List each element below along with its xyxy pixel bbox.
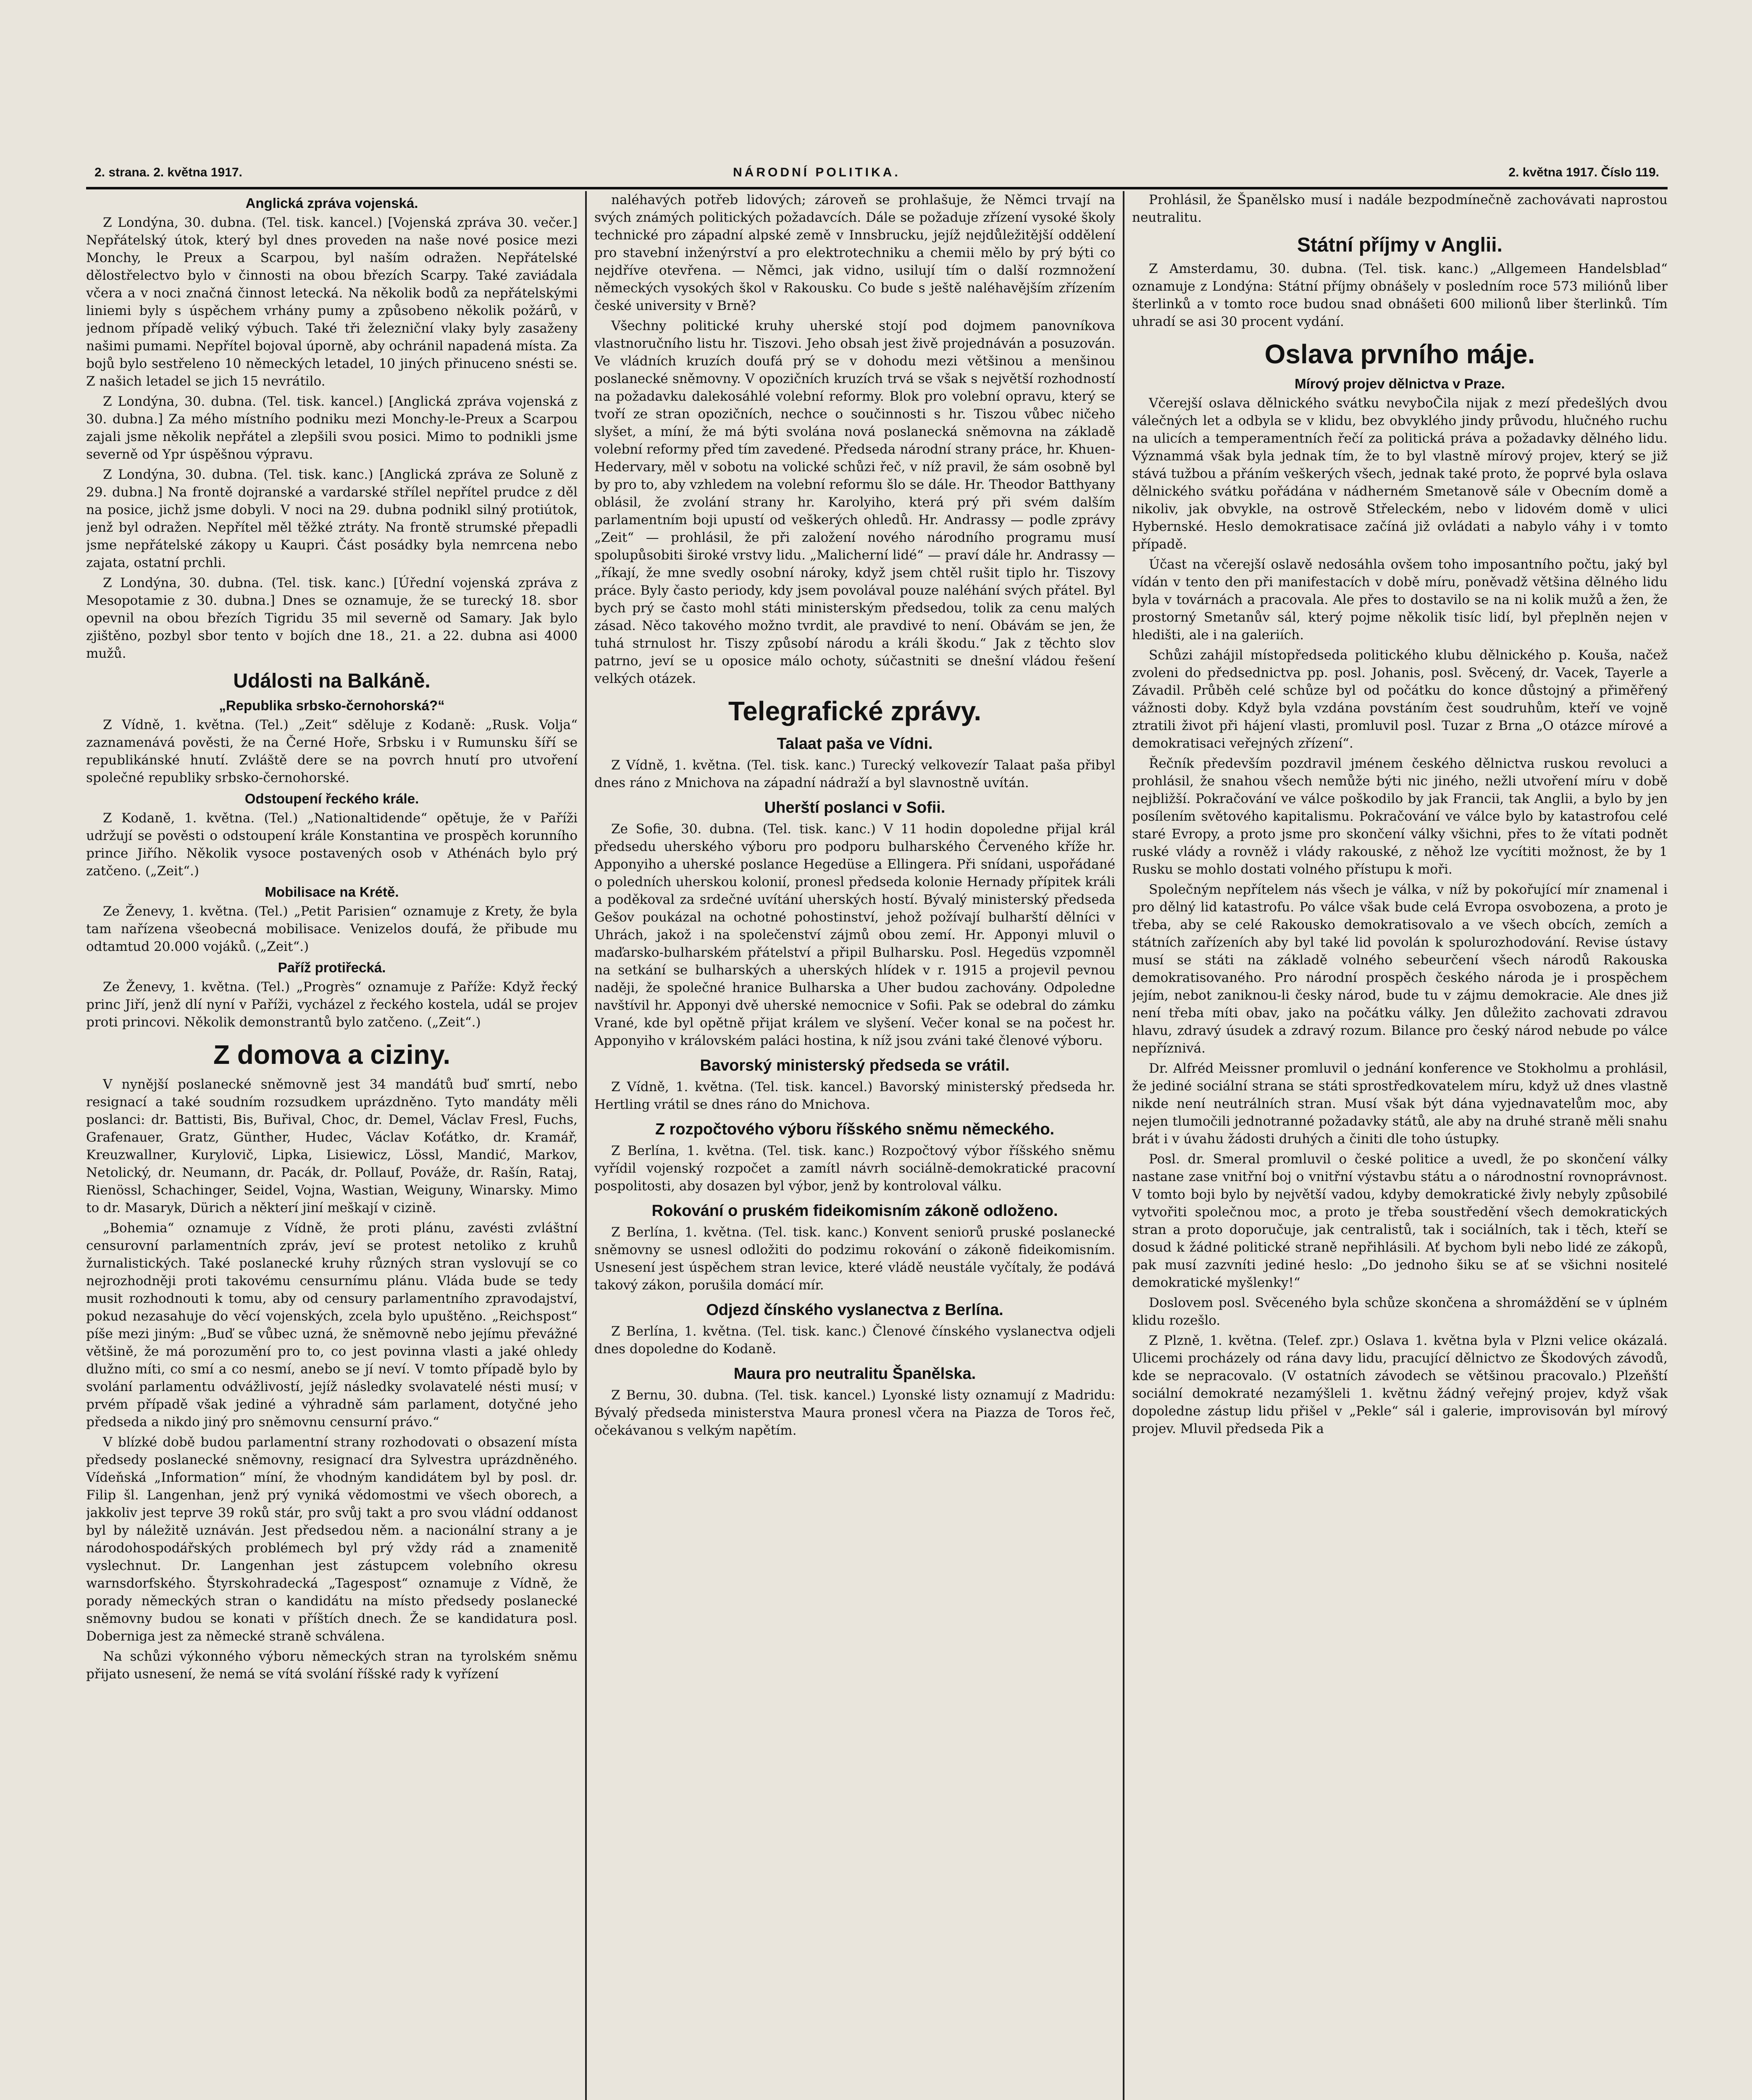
headline: Z rozpočtového výboru říšského sněmu německého. (655, 1121, 1055, 1138)
paragraph: naléhavých potřeb lidových; zároveň se prohlašuje, že Němci trvají na svých známých politických požadavcích. Dále se požaduje zřízení vysoké školy technické pro západní alpské země v Innsbrucku, jejíž nejdůležitější oddělení pro stavební inženýrství a pro elektrotechniku a chemii mělo by prý býti co nejdříve otevřena. — Němci, jak vidno, usilují tím o další rozmnožení německých vysokých škol v Rakousku. Co bude s ještě naléhavějším zřízením české university v Brně? (594, 192, 1115, 313)
paragraph: Ze Ženevy, 1. května. (Tel.) „Petit Parisien“ oznamuje z Krety, že byla tam nařízena všeobecná mobilisace. Venizelos doufá, že přibude mu odtamtud 20.000 vojáků. („Zeit“.) (86, 904, 578, 954)
paragraph: Ze Sofie, 30. dubna. (Tel. tisk. kanc.) V 11 hodin dopoledne přijal král předsedu uherského výboru pro podporu bulharského Červeného kříže hr. Apponyiho a uherské poslance Hegedüse a Ellingera. Při snídani, uspořádané o poledních uherskou kolonií, pronesl předseda kolonie Hernady přípitek králi a poděkoval za srdečné uvítání uherských hostí. Bývalý ministerský předseda Gešov poukázal na ochotné pohostinství, jehož požívají bulharští dělníci v Uhrách, jakož i na společenství zájmů obou zemí. Hr. Apponyi mluvil o maďarsko-bulharském přátelství a připil Bulharsku. Posl. Hegedüs vzpomněl na setkání se bulharských a uherských hlídek v r. 1915 a projevil pevnou naději, že společné hranice Bulharska a Uher budou zachovány. Odpoledne navštívil hr. Apponyi dvě uherské nemocnice v Sofii. Pak se odebral do zámku Vrané, kde byl opětně přijat králem ve slyšení. Večer konal se na počest hr. Apponyiho v královském paláci hostina, k níž jsou zváni také členové výboru. (594, 822, 1115, 1048)
paragraph: Z Vídně, 1. května. (Tel.) „Zeit“ sděluje z Kodaně: „Rusk. Volja“ zaznamenává pověsti, že na Černé Hoře, Srbsku i v Rumunsku šíří se republikánské hnutí. Zvláště dere se na povrch hnutí pro utvoření společné republiky srbsko-černohorské. (86, 717, 578, 785)
paragraph: Z Berlína, 1. května. (Tel. tisk. kanc.) Členové čínského vyslanectva odjeli dnes dopoledne do Kodaně. (594, 1324, 1115, 1357)
paragraph: Posl. dr. Smeral promluvil o české politice a uvedl, že po skončení války nastane zase vnitřní boj o vnitřní výstavbu státu a o národnostní rovnoprávnost. V tomto boji bylo by největší vadou, kdyby demokratické živly nebyly způsobilé vytvořiti společnou moc, a proto je třeba soustředění všech demokratických stran a proto doporučuje, jak centralistů, tak i sociálních, tak i těch, kteří se dosud k žádné politické straně nepřihlásili. Ať bychom byli nebo lidé ze zákopů, pak musí zazvníti jediné heslo: „Do jednoho šiku se ať se všichni nositelé demokratické myšlenky!“ (1132, 1152, 1668, 1290)
paragraph: V nynější poslanecké sněmovně jest 34 mandátů buď smrtí, nebo resignací a také soudním rozsudkem uprázdněno. Tyto mandáty měli poslanci: dr. Battisti, Bis, Buřival, Choc, dr. Demel, Václav Fresl, Fuchs, Grafenauer, Gratz, Günther, Hudec, Václav Koťátko, dr. Kramář, Kreuzwallner, Kurylovič, Lipka, Lisiewicz, Lössl, Mandić, Markov, Netolický, dr. Neumann, dr. Pacák, dr. Pollauf, Pováže, dr. Rašín, Rataj, Rienössl, Schachinger, Seidel, Vojna, Wastian, Weiguny, Winarsky. Mimo to dr. Masaryk, Dürich a některí jiní meškají v cizině. (86, 1077, 578, 1215)
paragraph: Z Londýna, 30. dubna. (Tel. tisk. kanc.) [Anglická zpráva ze Soluně z 29. dubna.] Na frontě dojranské a vardarské střílel nepřítel prudce z děl na posice, jichž jsme dobyli. V noci na 29. dubna podnikl silný protiútok, jenž byl odražen. Nepřítel měl těžké ztráty. Na frontě strumské přepadli jsme nepřátelské zákopy u Kaupri. Část posádky byla nemrcena nebo zajata, ostatní prchli. (86, 467, 578, 570)
column-2 (594, 191, 1115, 2100)
headline: Paříž protiřecká. (278, 960, 386, 975)
headline: Anglická zpráva vojenská. (245, 195, 418, 211)
paragraph: Z Londýna, 30. dubna. (Tel. tisk. kanc.) [Úřední vojenská zpráva z Mesopotamie z 30. dubna.] Dnes se oznamuje, že se turecký 18. sbor opevnil na obou březích Tigridu 35 mil severně od Samary. Jak bylo zjištěno, pozbyl sbor tento v bojích dne 18., 21. a 22. dubna asi 4000 mužů. (86, 575, 578, 661)
paragraph: Dr. Alfréd Meissner promluvil o jednání konference ve Stokholmu a prohlásil, že jediné sociální strana se státi sprostředkovatelem míru, když už dnes vlastně nikde není neutrálních stran. Musí však být dána vyjednavatelům moc, aby nejen tlumočili jednotranné požadavky států, ale aby na druhé straně měli snahu brát i v úvahu žádosti druhých a činiti dle toho ústupky. (1132, 1061, 1668, 1147)
masthead: NÁRODNÍ POLITIKA. (733, 165, 901, 179)
paragraph: Z Amsterdamu, 30. dubna. (Tel. tisk. kanc.) „Allgemeen Handelsblad“ oznamuje z Londýna: Státní příjmy obnášely v posledním roce 573 miliónů liber šterlinků a v tomto roce budou snad obnášeti 600 milionů liber šterlinků. Tím uhradí se asi 30 procent vydání. (1132, 261, 1668, 329)
headline: Mobilisace na Krétě. (265, 884, 399, 900)
section-title: Oslava prvního máje. (1264, 339, 1535, 369)
page-header (86, 162, 1668, 189)
paragraph: Včerejší oslava dělnického svátku nevyboČila nijak z mezí předešlých dvou válečných let a odbyla se v klidu, bez obvyklého jindy průvodu, hlučného ruchu na ulicích a temperamentních řečí za politická práva a požadavky dělného lidu. Význammá však byla jednak tím, že to byl vlastně mírový projev, který se již stává tužbou a přáním veškerých všech, jednak také proto, že poprvé byla oslava dělnického svátku pořádána v nádherném Smetanově sále v Obecním domě a nikoliv, jak obvykle, na ostrově Střeleckém, nebo v lidovém domě v ulici Hybernské. Heslo demokratisace začíná již ovládati a nabylo váhy i v tomto případě. (1132, 396, 1668, 552)
paragraph: V blízké době budou parlamentní strany rozhodovati o obsazení místa předsedy poslanecké sněmovny, resignací dra Sylvestra uprázdněného. Vídeňská „Information“ míní, že vhodným kandidátem byl by posl. dr. Filip šl. Langenhan, jenž prý vyniká vědomostmi ve všech oborech, a jakkoliv jest teprve 39 roků stár, pro svůj takt a pro svou vládní oddanost byl by náležitě uznáván. Jest předsedou něm. a nacionální strany a je národohospodářských problémech byl prý vždy rád a znamenitě vyslechnut. Dr. Langenhan jest zástupcem volebního okresu warnsdorfského. Štyrskohradecká „Tagespost“ oznamuje z Vídně, že porady německých stran o kandidátu na místo předsedy poslanecké sněmovny budou se konati v příštích dnech. Že se kandidatura posl. Doberniga jest za německé straně schválena. (86, 1435, 578, 1644)
paragraph: Společným nepřítelem nás všech je válka, v níž by pokořující mír znamenal i pro dělný lid katastrofu. Po válce však bude celá Evropa osvobozena, a proto je třeba, aby se celé Rakousko demokratisovalo a ve všech obcích, zemích a státních zařízeních aby byl také lid povolán k spolurozhodování. Revise ústavy musí se státi na základě volného sebeurčení všech národů Rakouska demokratisovaného. Pro národní prospěch českého národa je i prospěchem jejím, nebot zaniknou-li česky národ, bude tu v zájmu demokracie. Ale dnes již není třeba míti obav, jako na počátku války. Jen důležito zachovati zdravou hlavu, zdravý úsudek a zdravý rozum. Bilance pro český národ nebude po válce nepříznivá. (1132, 882, 1668, 1056)
header-left: 2. strana. 2. května 1917. (95, 165, 242, 179)
paragraph: Ze Ženevy, 1. května. (Tel.) „Progrès“ oznamuje z Paříže: Když řecký princ Jiří, jenž dlí nyní v Paříži, vycházel z řeckého kostela, udál se projev proti princovi. Několik demonstrantů bylo zatčeno. („Zeit“.) (86, 979, 578, 1030)
headline: Bavorský ministerský předseda se vrátil. (700, 1057, 1010, 1074)
headline: Maura pro neutralitu Španělska. (733, 1365, 976, 1383)
headline: Mírový projev dělnictva v Praze. (1295, 376, 1505, 391)
paragraph: Z Bernu, 30. dubna. (Tel. tisk. kancel.) Lyonské listy oznamují z Madridu: Bývalý předseda ministerstva Maura pronesl včera na Piazza de Toros řeč, očekávanou s velkým napětím. (594, 1388, 1115, 1438)
paragraph: Z Londýna, 30. dubna. (Tel. tisk. kancel.) [Vojenská zpráva 30. večer.] Nepřátelský útok, který byl dnes proveden na naše nové posice mezi Monchy, le Preux a Scarpou, byl naším odražen. Nepřátelské dělostřelectvo bylo v činnosti na obou březích Scarpy. Také zaviádala včera a v noci značná činnost letecká. Na několik bodů za nepřátelskými liniemi byly s úspěchem vrhány pumy a způsobeno několik požárů, v jednom případě veliký výbuch. Také tři železniční vlaky byly zasaženy našimi pumami. Nepřítel bojoval úporně, aby ochránil napadená místa. Za bojů bylo sestřeleno 10 německých letadel, 10 jiných přinuceno snésti se. Z našich letadel se jich 15 nevrátilo. (86, 215, 578, 389)
paragraph: Z Berlína, 1. května. (Tel. tisk. kanc.) Konvent seniorů pruské poslanecké sněmovny se usnesl odložiti do podzimu rokování o zákoně fideikomisním. Usnesení jest úspěchem stran levice, které vládě neustále vyčítaly, že podává takový zákon, porušila domácí mír. (594, 1225, 1115, 1293)
column-rule (1123, 191, 1124, 2100)
paragraph: Doslovem posl. Svěceného byla schůze skončena a shromáždění se v úplném klidu rozešlo. (1132, 1295, 1668, 1328)
section-title: Z domova a ciziny. (213, 1040, 451, 1070)
paragraph: Řečník především pozdravil jménem českého dělnictva ruskou revoluci a prohlásil, že snahou všech nemůže býti nic jiného, nežli utvoření míru v době nejbližší. Pokračování ve válce poškodilo by jak Francii, tak Anglii, a bylo by jen posílením světového kapitalismu. Pokračování ve válce bylo by katastrofou celé staré Evropy, a proto jsme pro skončení války všichni, přes to že vítati podnět ruské vlády a rovněž i vlády rakouské, z něhož lze vycítiti možnost, že by 1 Rusku se mohlo dostati volného přístupu k moři. (1132, 756, 1668, 877)
paragraph: Z Vídně, 1. května. (Tel. tisk. kanc.) Turecký velkovezír Talaat paša přibyl dnes ráno z Mnichova na západní nádraží a byl slavnostně uvítán. (594, 758, 1115, 790)
column-rule (585, 191, 587, 2100)
headline: Uherští poslanci v Sofii. (764, 799, 946, 816)
headline: Rokování o pruském fideikomisním zákoně odloženo. (651, 1202, 1058, 1220)
paragraph: Na schůzi výkonného výboru německých stran na tyrolském sněmu přijato usnesení, že nemá se vítá svolání říšské rady k vyřízení (86, 1649, 578, 1682)
column-1 (86, 191, 578, 2100)
headline: Odjezd čínského vyslanectva z Berlína. (706, 1301, 1003, 1319)
headline: „Republika srbsko-černohorská?“ (219, 698, 445, 713)
newspaper-page (86, 162, 1668, 2100)
section-title: Telegrafické zprávy. (728, 696, 982, 726)
section-title: Události na Balkáně. (233, 670, 431, 692)
headline: Odstoupení řeckého krále. (244, 791, 419, 806)
headline: Talaat paša ve Vídni. (777, 735, 933, 753)
column-3 (1132, 191, 1668, 2100)
paragraph: Z Kodaně, 1. května. (Tel.) „Nationaltidende“ opětuje, že v Paříži udržují se pověsti o odstoupení krále Konstantina ve prospěch korunního prince Jiřího. Několik vysoce postavených osob v Athénách bylo prý zatčeno. („Zeit“.) (86, 811, 578, 879)
paragraph: Z Londýna, 30. dubna. (Tel. tisk. kancel.) [Anglická zpráva vojenská z 30. dubna.] Za mého místního podniku mezi Monchy-le-Preux a Scarpou zajali jsme několik nepřátel a zlepšili svou posici. Mimo to podnikli jsme severně od Ypr úspěšnou výpravu. (86, 394, 578, 462)
paragraph: Z Plzně, 1. května. (Telef. zpr.) Oslava 1. května byla v Plzni velice okázalá. Ulicemi procházely od rána davy lidu, pracující dělnictvo ze Škodových závodů, kde se nepracovalo. (V ostatních závodech se většinou pracovalo.) Plzeňští sociální demokraté nezamýšleli 1. květnu žádný veřejný projev, když však dopoledne zástup lidu přišel v „Pekle“ sál i galerie, improvisován byl mírový projev. Mluvil předseda Pik a (1132, 1333, 1668, 1436)
paragraph: Účast na včerejší oslavě nedosáhla ovšem toho imposantního počtu, jaký byl vídán v tento den při manifestacích v době míru, poněvadž většina dělného lidu byla v továrnách a pracovala. Ale přes to dostavilo se na ni kolik mužů a žen, že prostorný Smetanův sál, který pojme několik tisíc lidí, byl přeplněn nejen v hledišti, ale i na galeriích. (1132, 557, 1668, 643)
paragraph: Prohlásil, že Španělsko musí i nadále bezpodmínečně zachovávati naprostou neutralitu. (1132, 192, 1668, 225)
paragraph: Z Vídně, 1. května. (Tel. tisk. kancel.) Bavorský ministerský předseda hr. Hertling vrátil se dnes ráno do Mnichova. (594, 1079, 1115, 1112)
headline: Státní příjmy v Anglii. (1297, 234, 1502, 256)
paragraph: Schůzi zahájil místopředseda politického klubu dělnického p. Kouša, načež zvoleni do předsednictva pp. posl. Johanis, posl. Svěcený, dr. Vacek, Tayerle a Závadil. Průběh celé schůze byl od počátku do konce důstojný a přiměřený vážnosti doby. Když byla vzdána povstáním čest soudruhům, kteří ve vojně ztratili život při hájení vlasti, promluvil posl. Tuzar z Brna „O otázce mírové a demokratisaci veřejných zřízení“. (1132, 648, 1668, 751)
paragraph: Všechny politické kruhy uherské stojí pod dojmem panovníkova vlastnoručního listu hr. Tiszovi. Jeho obsah jest živě projednáván a posuzován. Ve vládních kruzích doufá prý se v dohodu mezi většinou a menšinou poslanecké sněmovny. V opozičních kruzích trvá se však s největší rozhodností na požadavku dalekosáhlé volební reformy. Blok pro volební opravu, který se tvoří ze stran opozičních, nechce o součinnosti s hr. Tiszou vůbec ničeho slyšet, a míní, že má býti svolána nová poslanecká sněmovna na základě volební reformy před tím zavedené. Předseda národní strany práce, hr. Khuen-Hedervary, měl v sobotu na volické schůzi řeč, v níž pravil, že sám osobně byl by pro to, aby vzhledem na volební reformu šlo se dále. Hr. Theodor Batthyany oblásil, že zvolání strany hr. Karolyiho, která prý při svém dalším parlamentním boji upustí od veškerých ohledů. Hr. Andrassy — podle zprávy „Zeit“ — prohlásil, že při založení nového národního programu musí spolupůsobiti široké vrstvy lidu. „Malicherní lidé“ — praví dále hr. Andrassy — „říkají, že mne svedly osobní nároky, když jsem chtěl rušit tiplo hr. Tiszovy práce. Byly často periody, kdy jsem povolával pouze naléhání svých přátel. Byl bych prý se často mohl státi ministerským předsedou, tolik za cenu malých zásad. Něco takového možno tvrdit, ale pravdivé to není. Obávám se jen, že tuhá strnulost hr. Tiszy způsobí národu a králi škodu.“ Jak z těchto slov patrno, jeví se u oposice málo ochoty, súčastniti se dnešní vládou řešení velkých otázek. (594, 318, 1115, 686)
header-right: 2. května 1917. Číslo 119. (1508, 165, 1659, 179)
paragraph: „Bohemia“ oznamuje z Vídně, že proti plánu, zavésti zvláštní censurovní parlamentních zpráv, jeví se protest netoliko z kruhů žurnalistických. Také poslanecké kruhy různých stran vyslovují se co nejrozhodněji proti takovému censurnímu plánu. Vláda bude se tedy musit rozhodnouti k tomu, aby od censury parlamentního zpravodajství, pokud nezasahuje do věcí vojenských, zcela bylo upuštěno. „Reichspost“ píše mezi jiným: „Buď se vůbec uzná, že sněmovně nebo jejímu převážné většině, že má porozumění pro to, co jest povinna vlasti a jaké ohledy dlužno míti, co smí a co nesmí, anebo se jí neví. V tomto případě bylo by svolání parlamentu odvážlivostí, jejíž následky svolavatelé nésti musí; v prvém případě však jediné a výhradně sám parlament, dotyčné jeho předseda a nikdo jiný pro sněmovnu censurní právo.“ (86, 1221, 578, 1430)
paragraph: Z Berlína, 1. května. (Tel. tisk. kanc.) Rozpočtový výbor říšského sněmu vyřídil vojenský rozpočet a zamítl návrh sociálně-demokratické pracovní pospolitosti, aby dosazen byl výbor, jenž by kontroloval válku. (594, 1143, 1115, 1194)
